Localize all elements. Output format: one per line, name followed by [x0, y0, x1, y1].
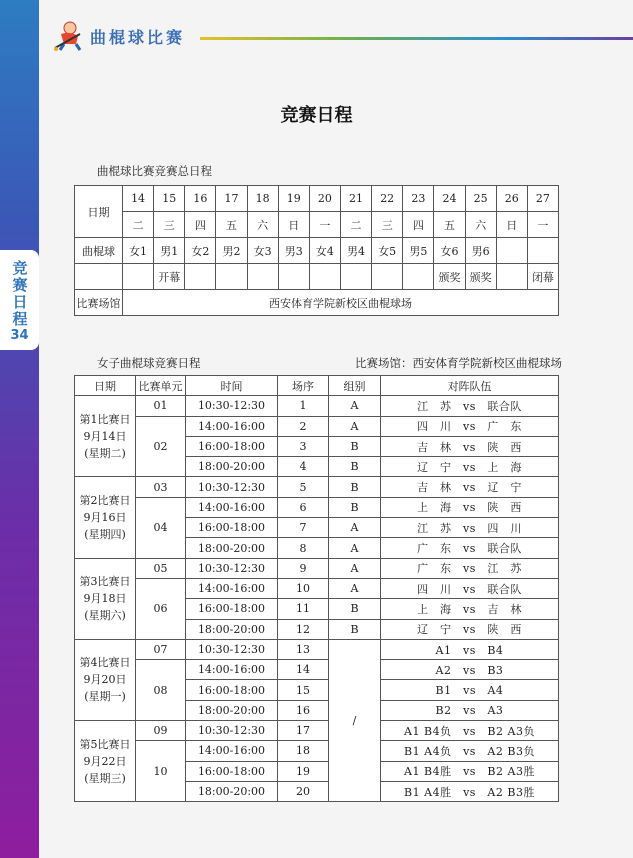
match-day-date: 9月22日 — [83, 754, 127, 768]
event-cell — [278, 264, 309, 290]
match-row — [75, 558, 559, 578]
match-number-cell: 18 — [278, 741, 329, 761]
match-row — [75, 497, 559, 517]
event-cell — [185, 264, 216, 290]
match-day-weekday: (星期一) — [84, 690, 126, 704]
match-day-cell — [75, 477, 136, 558]
teams-cell: 四 川 vs 广 东 — [381, 416, 559, 436]
match-number-cell: 4 — [278, 457, 329, 477]
match-day-day: 第1比赛日 — [79, 412, 131, 426]
date-cell: 17 — [216, 186, 247, 212]
teams-cell: 吉 林 vs 辽 宁 — [381, 477, 559, 497]
event-cell — [216, 264, 247, 290]
group-cell: B — [329, 436, 381, 456]
time-cell: 10:30-12:30 — [186, 558, 278, 578]
schedule-venue-caption: 比赛场馆：西安体育学院新校区曲棍球场 — [355, 356, 562, 370]
schedule-table — [74, 375, 559, 802]
match-number-cell: 13 — [278, 639, 329, 659]
weekday-cell: 六 — [247, 212, 278, 238]
weekday-cell: 一 — [309, 212, 340, 238]
time-cell: 14:00-16:00 — [186, 416, 278, 436]
group-cell: B — [329, 457, 381, 477]
overview-caption: 曲棍球比赛竞赛总日程 — [97, 164, 212, 178]
weekday-cell: 四 — [185, 212, 216, 238]
date-cell: 24 — [434, 186, 465, 212]
time-cell: 16:00-18:00 — [186, 680, 278, 700]
match-row — [75, 660, 559, 680]
teams-cell: 上 海 vs 吉 林 — [381, 599, 559, 619]
date-cell: 20 — [309, 186, 340, 212]
weekday-cell: 一 — [527, 212, 558, 238]
date-cell: 15 — [154, 186, 185, 212]
event-cell — [340, 264, 371, 290]
group-slash-cell: / — [329, 639, 381, 801]
match-day-day: 第4比赛日 — [79, 656, 131, 670]
match-day-date: 9月16日 — [83, 511, 127, 525]
time-cell: 10:30-12:30 — [186, 721, 278, 741]
session-cell: 男3 — [278, 238, 309, 264]
match-day-day: 第2比赛日 — [79, 494, 131, 508]
match-day-date: 9月14日 — [83, 429, 127, 443]
match-number-cell: 11 — [278, 599, 329, 619]
session-cell: 女5 — [372, 238, 403, 264]
match-number-cell: 5 — [278, 477, 329, 497]
match-day-day: 第3比赛日 — [79, 575, 131, 589]
unit-cell: 07 — [136, 639, 186, 659]
group-cell: A — [329, 396, 381, 416]
match-row — [75, 741, 559, 761]
unit-cell: 02 — [136, 416, 186, 477]
weekday-cell: 三 — [154, 212, 185, 238]
match-number-cell: 14 — [278, 660, 329, 680]
unit-cell: 04 — [136, 497, 186, 558]
group-cell: B — [329, 619, 381, 639]
column-header: 时间 — [186, 376, 278, 396]
event-cell — [403, 264, 434, 290]
match-day-cell — [75, 558, 136, 639]
session-cell — [496, 238, 527, 264]
teams-cell: 江 苏 vs 联合队 — [381, 396, 559, 416]
date-cell: 23 — [403, 186, 434, 212]
event-cell: 颁奖 — [465, 264, 496, 290]
chapter-tab — [0, 250, 39, 350]
schedule-caption: 女子曲棍球竞赛日程 — [97, 356, 201, 370]
date-label: 日期 — [75, 186, 123, 238]
overview-session-row — [75, 238, 559, 264]
column-header: 组别 — [329, 376, 381, 396]
unit-cell: 06 — [136, 578, 186, 639]
date-cell: 27 — [527, 186, 558, 212]
match-day-weekday: (星期二) — [84, 446, 126, 460]
date-cell: 16 — [185, 186, 216, 212]
overview-weekday-row — [75, 212, 559, 238]
match-row — [75, 578, 559, 598]
teams-cell: A1 B4负 vs B2 A3负 — [381, 721, 559, 741]
time-cell: 18:00-20:00 — [186, 700, 278, 720]
match-row — [75, 639, 559, 659]
page-title: 竞赛日程 — [280, 105, 353, 126]
weekday-cell: 五 — [216, 212, 247, 238]
session-cell: 男2 — [216, 238, 247, 264]
match-day-cell — [75, 396, 136, 477]
weekday-cell: 二 — [340, 212, 371, 238]
column-header: 场序 — [278, 376, 329, 396]
date-cell: 22 — [372, 186, 403, 212]
session-cell — [527, 238, 558, 264]
session-cell: 女3 — [247, 238, 278, 264]
event-cell: 闭幕 — [527, 264, 558, 290]
event-label-cell — [75, 264, 123, 290]
match-number-cell: 3 — [278, 436, 329, 456]
time-cell: 10:30-12:30 — [186, 477, 278, 497]
match-day-cell — [75, 721, 136, 802]
time-cell: 16:00-18:00 — [186, 518, 278, 538]
date-cell: 18 — [247, 186, 278, 212]
match-day-weekday: (星期三) — [84, 771, 126, 785]
weekday-cell: 五 — [434, 212, 465, 238]
time-cell: 14:00-16:00 — [186, 578, 278, 598]
match-number-cell: 1 — [278, 396, 329, 416]
session-cell: 女1 — [123, 238, 154, 264]
teams-cell: 江 苏 vs 四 川 — [381, 518, 559, 538]
match-day-weekday: (星期四) — [84, 528, 126, 542]
overview-table — [74, 185, 559, 316]
teams-cell: B2 vs A3 — [381, 700, 559, 720]
unit-cell: 10 — [136, 741, 186, 802]
event-cell — [496, 264, 527, 290]
time-cell: 16:00-18:00 — [186, 599, 278, 619]
date-cell: 19 — [278, 186, 309, 212]
time-cell: 10:30-12:30 — [186, 396, 278, 416]
teams-cell: 四 川 vs 联合队 — [381, 578, 559, 598]
chapter-tab-label: 竞赛日程 — [12, 259, 28, 328]
session-cell: 男4 — [340, 238, 371, 264]
teams-cell: 辽 宁 vs 陕 西 — [381, 619, 559, 639]
column-header: 对阵队伍 — [381, 376, 559, 396]
date-cell: 26 — [496, 186, 527, 212]
event-cell — [123, 264, 154, 290]
weekday-cell: 日 — [496, 212, 527, 238]
match-number-cell: 10 — [278, 578, 329, 598]
teams-cell: A2 vs B3 — [381, 660, 559, 680]
group-cell: B — [329, 477, 381, 497]
time-cell: 18:00-20:00 — [186, 619, 278, 639]
session-cell: 男6 — [465, 238, 496, 264]
match-number-cell: 20 — [278, 781, 329, 801]
teams-cell: B1 A4胜 vs A2 B3胜 — [381, 781, 559, 801]
unit-cell: 08 — [136, 660, 186, 721]
match-number-cell: 12 — [278, 619, 329, 639]
teams-cell: 广 东 vs 联合队 — [381, 538, 559, 558]
overview-event-row — [75, 264, 559, 290]
event-cell — [309, 264, 340, 290]
match-day-cell — [75, 639, 136, 720]
column-header: 比赛单元 — [136, 376, 186, 396]
sport-label: 曲棍球 — [75, 238, 123, 264]
time-cell: 14:00-16:00 — [186, 497, 278, 517]
overview-date-row — [75, 186, 559, 212]
group-cell: A — [329, 578, 381, 598]
weekday-cell: 四 — [403, 212, 434, 238]
hockey-player-icon — [50, 20, 90, 52]
date-cell: 25 — [465, 186, 496, 212]
teams-cell: 吉 林 vs 陕 西 — [381, 436, 559, 456]
match-number-cell: 6 — [278, 497, 329, 517]
venue-name: 西安体育学院新校区曲棍球场 — [123, 290, 559, 316]
match-number-cell: 9 — [278, 558, 329, 578]
session-cell: 女4 — [309, 238, 340, 264]
match-number-cell: 15 — [278, 680, 329, 700]
overview-venue-row — [75, 290, 559, 316]
match-number-cell: 2 — [278, 416, 329, 436]
match-day-date: 9月20日 — [83, 673, 127, 687]
event-cell — [372, 264, 403, 290]
match-number-cell: 16 — [278, 700, 329, 720]
weekday-cell: 三 — [372, 212, 403, 238]
time-cell: 14:00-16:00 — [186, 741, 278, 761]
match-number-cell: 19 — [278, 761, 329, 781]
column-header: 日期 — [75, 376, 136, 396]
teams-cell: B1 vs A4 — [381, 680, 559, 700]
event-cell: 开幕 — [154, 264, 185, 290]
header-title: 曲棍球比赛 — [90, 28, 186, 47]
match-row — [75, 721, 559, 741]
match-day-day: 第5比赛日 — [79, 737, 131, 751]
header-rule — [200, 37, 633, 40]
unit-cell: 09 — [136, 721, 186, 741]
teams-cell: A1 vs B4 — [381, 639, 559, 659]
weekday-cell: 六 — [465, 212, 496, 238]
time-cell: 18:00-20:00 — [186, 457, 278, 477]
sidebar-band — [0, 0, 39, 858]
unit-cell: 03 — [136, 477, 186, 497]
unit-cell: 05 — [136, 558, 186, 578]
match-row — [75, 416, 559, 436]
session-cell: 女6 — [434, 238, 465, 264]
match-row — [75, 396, 559, 416]
match-number-cell: 7 — [278, 518, 329, 538]
group-cell: A — [329, 558, 381, 578]
group-cell: A — [329, 416, 381, 436]
match-row — [75, 477, 559, 497]
venue-label: 比赛场馆 — [75, 290, 123, 316]
time-cell: 16:00-18:00 — [186, 436, 278, 456]
time-cell: 14:00-16:00 — [186, 660, 278, 680]
match-number-cell: 17 — [278, 721, 329, 741]
session-cell: 男5 — [403, 238, 434, 264]
session-cell: 女2 — [185, 238, 216, 264]
weekday-cell: 日 — [278, 212, 309, 238]
teams-cell: 上 海 vs 陕 西 — [381, 497, 559, 517]
match-number-cell: 8 — [278, 538, 329, 558]
match-day-date: 9月18日 — [83, 592, 127, 606]
group-cell: B — [329, 497, 381, 517]
time-cell: 18:00-20:00 — [186, 781, 278, 801]
group-cell: A — [329, 538, 381, 558]
date-cell: 21 — [340, 186, 371, 212]
weekday-cell: 二 — [123, 212, 154, 238]
time-cell: 10:30-12:30 — [186, 639, 278, 659]
match-day-weekday: (星期六) — [84, 609, 126, 623]
teams-cell: 辽 宁 vs 上 海 — [381, 457, 559, 477]
page-number: 34 — [10, 328, 29, 343]
date-cell: 14 — [123, 186, 154, 212]
group-cell: B — [329, 599, 381, 619]
teams-cell: B1 A4负 vs A2 B3负 — [381, 741, 559, 761]
teams-cell: A1 B4胜 vs B2 A3胜 — [381, 761, 559, 781]
group-cell: A — [329, 518, 381, 538]
time-cell: 16:00-18:00 — [186, 761, 278, 781]
unit-cell: 01 — [136, 396, 186, 416]
time-cell: 18:00-20:00 — [186, 538, 278, 558]
teams-cell: 广 东 vs 江 苏 — [381, 558, 559, 578]
event-cell — [247, 264, 278, 290]
event-cell: 颁奖 — [434, 264, 465, 290]
session-cell: 男1 — [154, 238, 185, 264]
